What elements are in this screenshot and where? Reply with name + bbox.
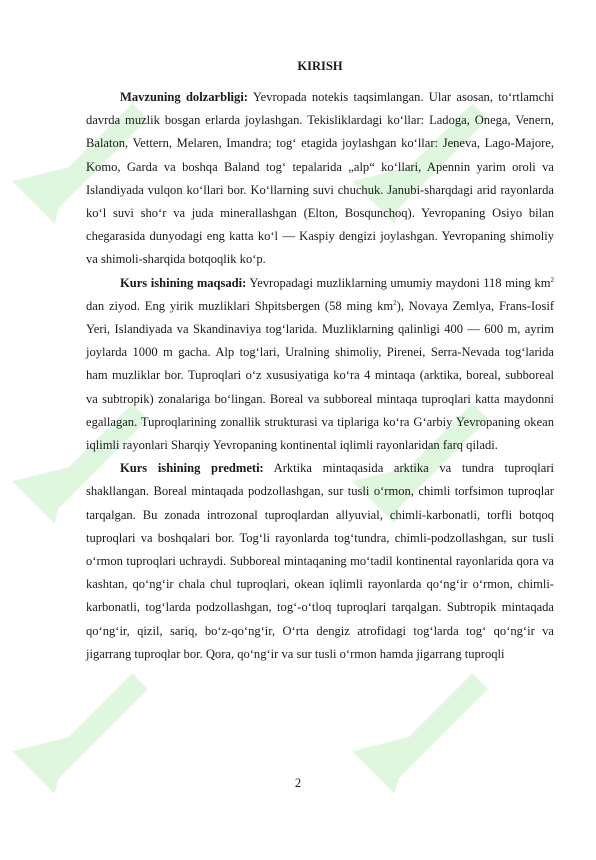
paragraph-lead: Mavzuning dolzarbligi: (120, 90, 248, 104)
page-number: 2 (294, 776, 302, 790)
paragraph-aim (86, 272, 554, 458)
superscript: 2 (393, 298, 397, 307)
paragraph-relevance (86, 86, 554, 272)
paragraph-lead: Kurs ishining predmeti: (120, 461, 264, 476)
paragraph-lead: Kurs ishining maqsadi: (120, 275, 247, 290)
paragraph-text: dan ziyod. Eng yirik muzliklari Shpitsbergen (58 ming km (86, 298, 394, 313)
superscript: 2 (550, 275, 554, 284)
paragraph-text: ), Novaya Zemlya, Frans-Iosif Yeri, Islandiyada va Skandinaviya tog‘larida. Muzliklarning qalinligi 400 — 600 m, ayrim joylarda 1000 m gacha. Alp tog‘lari, Uralning shimoliy, Pirenei, Serra-Nevada tog‘larida ham muzliklar bor. Tuproqlari o‘z xususiyatiga ko‘ra 4 mintaqa (arktika, boreal, subboreal va subtropik) zonalariga bo‘lingan. Boreal va subboreal mintaqa tuproqlari katta maydonni egallagan. Tuproqlarining zonallik strukturasi va tiplariga ko‘ra G‘arbiy Yevropaning okean iqlimli rayonlari Sharqiy Yevropaning kontinental iqlimli rayonlaridan farq qiladi. (86, 298, 554, 453)
paragraph-text: Yevropada notekis taqsimlangan. Ular asosan, to‘rtlamchi davrda muzlik bosgan erlarda joylashgan. Tekisliklardagi ko‘llar: Ladoga, Onega, Venern, Balaton, Vettern, Melaren, Imandra; tog‘ etagida joylashgan ko‘llar: Jeneva, Lago-Majore, Komo, Garda va boshqa Baland tog‘ tepalarida „alp“ ko‘llari, Apennin yarim oroli va Islandiyada vulqon ko‘llari bor. Ko‘llarning suvi chuchuk. Janubi-sharqdagi arid rayonlarda ko‘l suvi sho‘r va juda minerallashgan (Elton, Bosqunchoq). Yevropaning Osiyo bilan chegarasida dunyodagi eng katta ko‘l — Kaspiy dengizi joylashgan. Yevropaning shimoliy va shimoli-sharqida botqoqlik ko‘p. (86, 90, 555, 267)
paragraph-subject (86, 457, 554, 666)
paragraph-text: Arktika mintaqasida arktika va tundra tuproqlari shakllangan. Boreal mintaqada podzollashgan, sur tusli o‘rmon, chimli torfsimon tuproqlar tarqalgan. Bu zonada introzonal tuproqlardan allyuvial, chimli-karbonatli, torfli botqoq tuproqlari va boshqalari bor. Tog‘li rayonlarda tog‘tundra, chimli-podzollashgan, sur tusli o‘rmon tuproqlari uchraydi. Subboreal mintaqaning mo‘tadil kontinental rayonlarida qora va kashtan, qo‘ng‘ir chala chul tuproqlari, okean iqlimli rayonlarda qo‘ng‘ir o‘rmon, chimli-karbonatli, tog‘larda podzollashgan, tog‘-o‘tloq tuproqlari tarqalgan. Subtropik mintaqada qo‘ng‘ir, qizil, sariq, bo‘z-qo‘ng‘ir, O‘rta dengiz atrofidagi tog‘larda tog‘ qo‘ng‘ir va jigarrang tuproqlar bor. Qora, qo‘ng‘ir va sur tusli o‘rmon hamda jigarrang tuproqli (86, 461, 554, 661)
page-content (86, 56, 554, 666)
page-title: KIRISH (297, 59, 343, 73)
paragraph-text: Yevropadagi muzliklarning umumiy maydoni 118 ming km (246, 275, 551, 290)
